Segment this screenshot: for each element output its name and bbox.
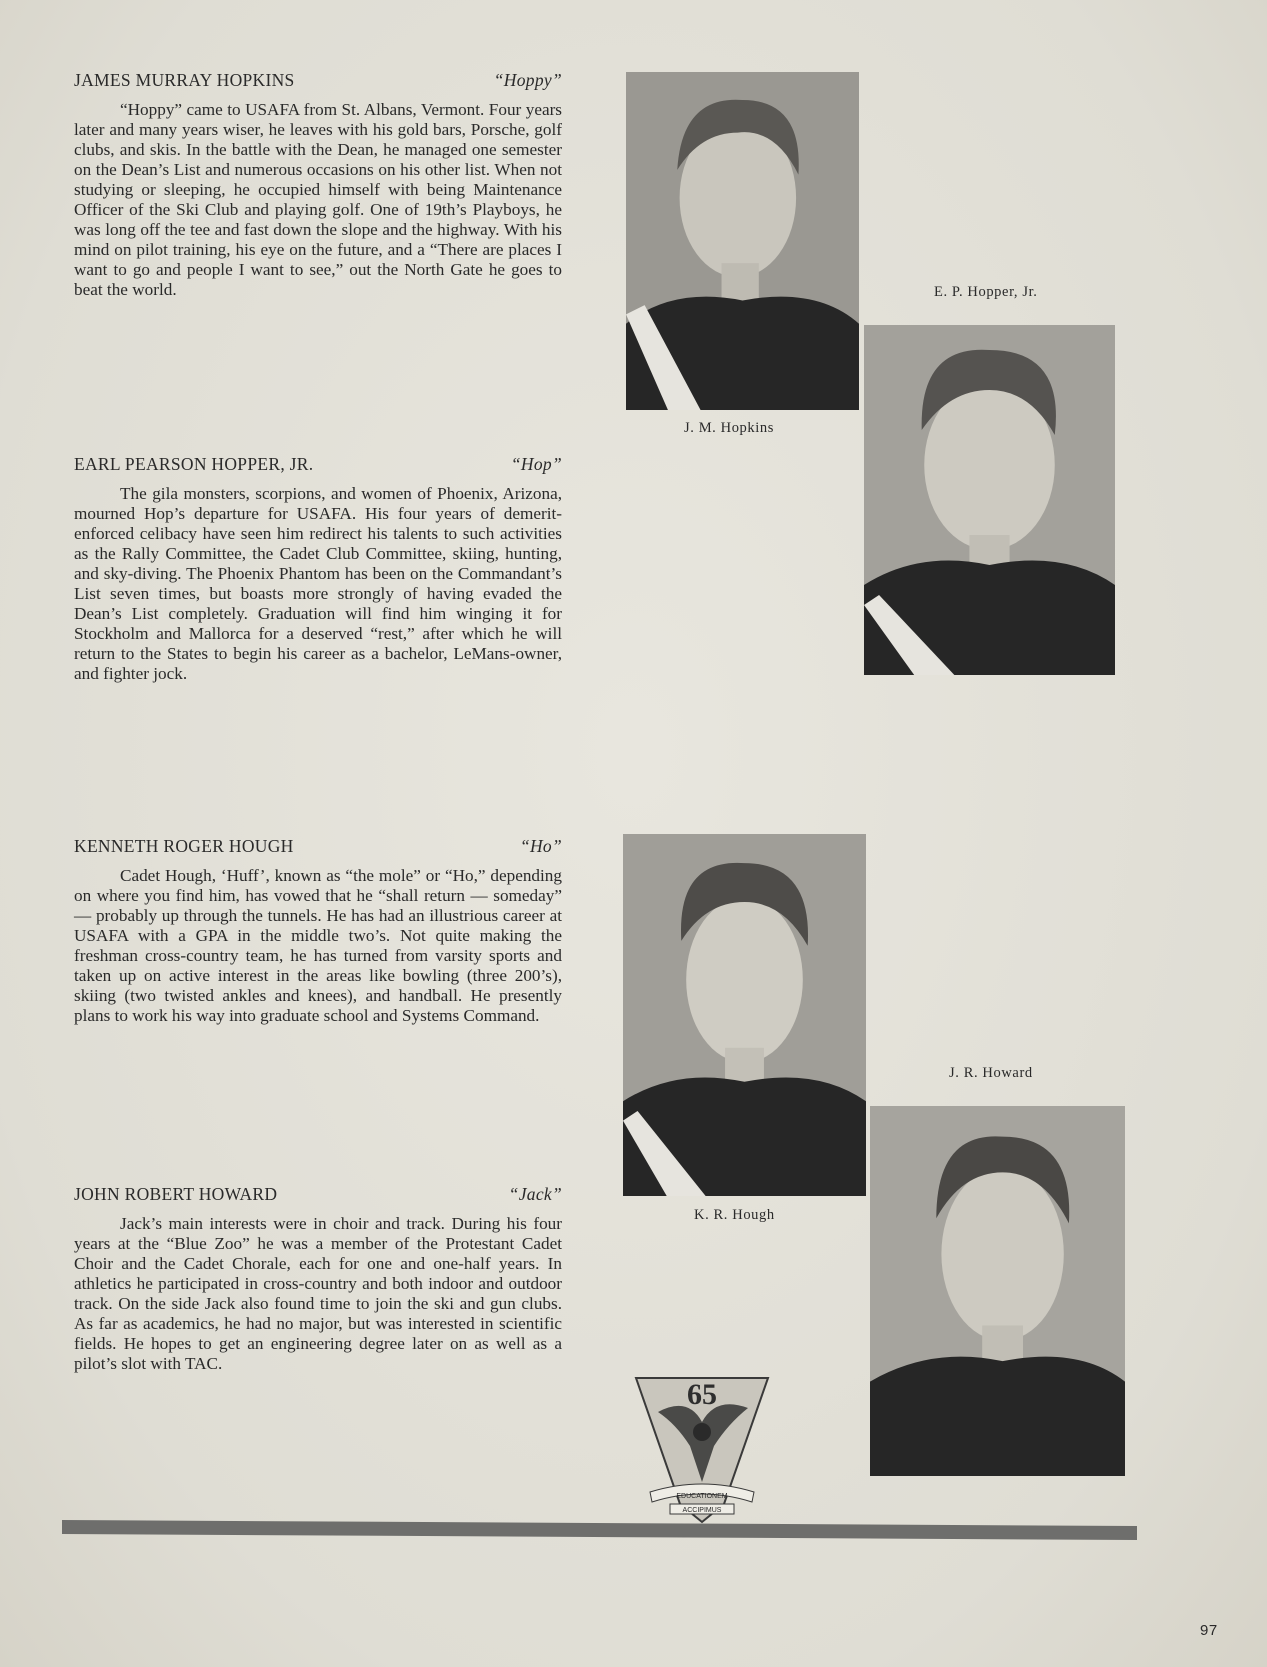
bio-header (74, 836, 562, 858)
portrait-photo-hopper (864, 325, 1115, 675)
bio-hopkins (74, 70, 562, 300)
bio-header (74, 454, 562, 476)
portrait-image (626, 72, 859, 410)
bio-header (74, 1184, 562, 1206)
bio-hough (74, 836, 562, 1026)
portrait-image (623, 834, 866, 1196)
crest-year: 65 (687, 1378, 717, 1411)
bio-text: Cadet Hough, ‘Huff’, known as “the mole” or “Ho,” depending on where you find him, has vowed that he “shall return — someday” — probably up through the tunnels. He has had an illustrious career at USAFA with a GPA in the middle two’s. Not quite making the freshman cross-country team, he has turned from varsity sports and taken up on active interest in the areas like bowling (three 200’s), skiing (two twisted ankles and knees), and handball. He presently plans to work his way into graduate school and Systems Command. (74, 866, 562, 1025)
bio-nickname: “Ho” (519, 836, 562, 856)
bio-text: “Hoppy” came to USAFA from St. Albans, Vermont. Four years later and many years wiser, he leaves with his gold bars, Porsche, golf clubs, and skis. In the battle with the Dean, he managed one semester on the Dean’s List and numerous occasions on his other list. When not studying or sleeping, he occupied himself with being Maintenance Officer of the Ski Club and playing golf. One of 19th’s Playboys, he was long off the tee and fast down the slope and the highway. With his mind on pilot training, his eye on the future, and a “There are places I want to go and people I want to see,” out the North Gate he goes to beat the world. (74, 100, 562, 299)
portrait-photo-howard (870, 1106, 1125, 1476)
bio-name: JOHN ROBERT HOWARD (74, 1184, 278, 1204)
bio-howard (74, 1184, 562, 1374)
crest-motto-2: ACCIPIMUS (682, 1507, 722, 1514)
caption-hopper: E. P. Hopper, Jr. (934, 284, 1038, 300)
bio-hopper (74, 454, 562, 684)
bio-name: KENNETH ROGER HOUGH (74, 836, 294, 856)
portrait-image (870, 1106, 1125, 1476)
footer-rule (62, 1520, 1137, 1540)
bio-nickname: “Hoppy” (493, 70, 562, 90)
caption-howard: J. R. Howard (949, 1065, 1033, 1081)
bio-name: EARL PEARSON HOPPER, JR. (74, 454, 314, 474)
portrait-photo-hopkins (626, 72, 859, 410)
class-crest-eagle-icon (628, 1372, 776, 1530)
caption-hough: K. R. Hough (694, 1207, 775, 1223)
caption-hopkins: J. M. Hopkins (684, 420, 774, 436)
bio-nickname: “Hop” (510, 454, 562, 474)
page-number: 97 (1200, 1622, 1218, 1639)
crest-motto-1: EDUCATIONEM (676, 1493, 728, 1500)
portrait-photo-hough (623, 834, 866, 1196)
bio-name: JAMES MURRAY HOPKINS (74, 70, 295, 90)
bio-nickname: “Jack” (508, 1184, 562, 1204)
bio-header (74, 70, 562, 92)
bio-text: Jack’s main interests were in choir and track. During his four years at the “Blue Zoo” he was a member of the Protestant Cadet Choir and the Cadet Chorale, each for one and one-half years. In athletics he participated in cross-country and both indoor and outdoor track. On the side Jack also found time to join the ski and gun clubs. As far as academics, he had no major, but was interested in scientific fields. He hopes to get an engineering degree later on as well as a pilot’s slot with TAC. (74, 1214, 562, 1373)
portrait-image (864, 325, 1115, 675)
bio-text: The gila monsters, scorpions, and women of Phoenix, Arizona, mourned Hop’s departure for USAFA. His four years of demerit-enforced celibacy have seen him redirect his talents to such activities as the Rally Committee, the Cadet Club Committee, skiing, hunting, and sky-diving. The Phoenix Phantom has been on the Commandant’s List seven times, but boasts more strongly of having evaded the Dean’s List completely. Graduation will find him winging it for Stockholm and Mallorca for a deserved “rest,” after which he will return to the States to begin his career as a bachelor, LeMans-owner, and fighter jock. (74, 484, 562, 683)
